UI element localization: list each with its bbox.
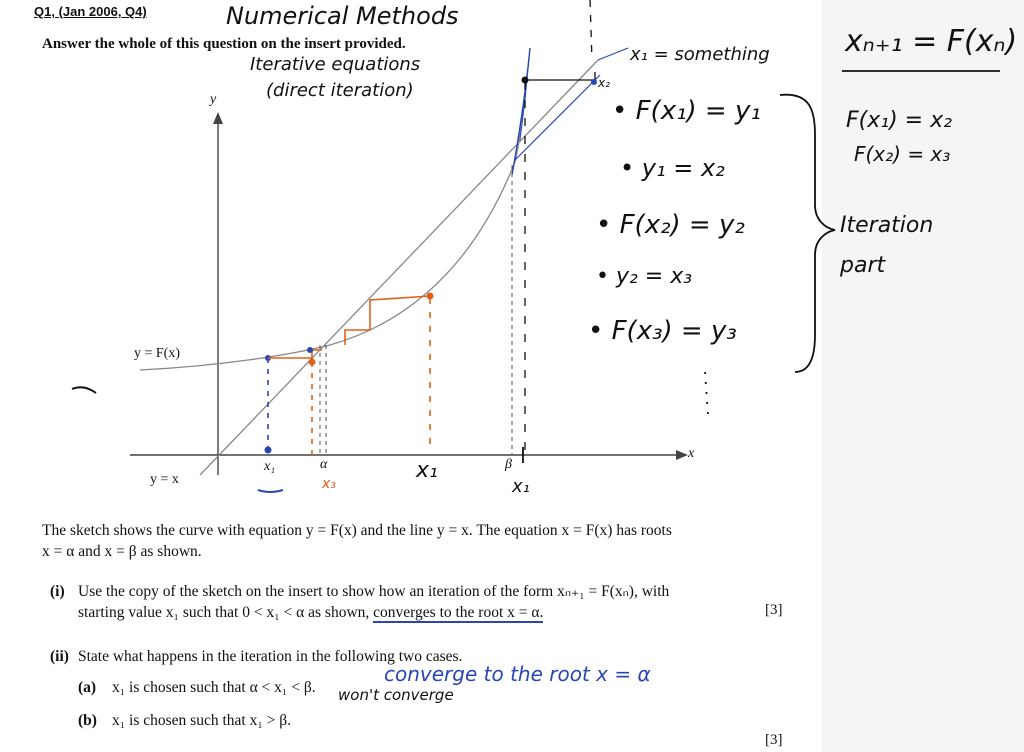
hand-below-x1-beta: x₁ xyxy=(512,476,530,497)
instruction: Answer the whole of this question on the insert provided. xyxy=(42,36,406,52)
y-axis-label: y xyxy=(210,92,217,107)
part-i-line1: Use the copy of the sketch on the insert to show how an iteration of the form xₙ₊₁ = F(xₙ), with xyxy=(78,583,670,600)
part-i-line2 xyxy=(78,602,778,623)
left-dash xyxy=(72,387,96,393)
part-b-number: (b) xyxy=(78,712,97,729)
answer-a: converge to the root x = α xyxy=(384,662,651,686)
x-axis-arrow xyxy=(676,450,688,460)
part-ii-number: (ii) xyxy=(50,648,69,665)
part-i-number: (i) xyxy=(50,583,65,600)
x-axis-label: x xyxy=(688,446,695,461)
orange-point-2 xyxy=(427,293,434,300)
side-note: Iteration part xyxy=(840,213,934,278)
hand-subtitle1: Iterative equations xyxy=(250,54,421,75)
paragraph-1-line2: x = α and x = β as shown. xyxy=(42,543,202,560)
x1-underline-tilde xyxy=(258,490,283,492)
part-ii-marks: [3] xyxy=(765,732,783,748)
curve-f-upper xyxy=(512,48,530,175)
paragraph-1-line1: The sketch shows the curve with equation y = F(x) and the line y = x. The equation x = F(x) has roots xyxy=(42,522,672,539)
part-a-number: (a) xyxy=(78,679,97,696)
part-i-line2-b: converges to the root x = α. xyxy=(373,604,544,621)
line-label: y = x xyxy=(150,472,179,487)
question-id: Q1, (Jan 2006, Q4) xyxy=(34,4,147,19)
blue-line-top xyxy=(598,48,628,60)
line-y-equals-x xyxy=(200,60,598,475)
top-point xyxy=(522,77,529,84)
step-1: • F(x₁) = y₁ xyxy=(612,96,761,126)
part-b-text: x₁ is chosen such that x₁ > β. xyxy=(112,712,291,729)
x1-point xyxy=(265,447,272,454)
paragraph-1 xyxy=(42,520,802,562)
answer-b: won't converge xyxy=(338,686,454,704)
part-i-line2-a: starting value x₁ such that 0 < x₁ < α as shown, xyxy=(78,604,374,621)
hand-below-x1: x₁ xyxy=(416,458,438,483)
hand-title: Numerical Methods xyxy=(226,2,459,30)
tick-alpha-label: α xyxy=(320,457,328,472)
step-3: • F(x₂) = y₂ xyxy=(596,210,745,240)
hand-subtitle2: (direct iteration) xyxy=(266,80,414,101)
step-4: • y₂ = x₃ xyxy=(596,264,693,289)
tick-x1-label: x₁ xyxy=(264,459,276,474)
top-right-dashed xyxy=(590,0,592,60)
step-2: • y₁ = x₂ xyxy=(620,154,725,182)
blue-line-overdraw xyxy=(515,75,600,160)
y-axis-arrow xyxy=(213,112,223,124)
orange-point-1 xyxy=(309,359,316,366)
tick-beta-label: β xyxy=(505,457,512,472)
side-eq2: F(x₂) = x₃ xyxy=(854,142,951,166)
blue-point-alpha xyxy=(307,347,313,353)
step-5: • F(x₃) = y₃ xyxy=(588,316,737,346)
hand-x1-something: x₁ = something xyxy=(630,44,770,65)
part-i-text xyxy=(78,581,778,623)
side-eq1: F(x₁) = x₂ xyxy=(846,108,952,133)
hand-near-alpha: x₃ xyxy=(322,476,336,492)
brace-right xyxy=(780,95,835,372)
hand-x2-label: x₂ xyxy=(598,76,610,90)
part-i-marks: [3] xyxy=(765,602,783,618)
part-ii-text: State what happens in the iteration in the following two cases. xyxy=(78,648,463,665)
curve-f xyxy=(140,102,524,370)
side-formula: xₙ₊₁ = F(xₙ) xyxy=(845,24,1018,59)
part-a-text: x₁ is chosen such that α < x₁ < β. xyxy=(112,679,316,696)
point-x2 xyxy=(591,79,597,85)
dotted-column xyxy=(705,372,708,415)
curve-label: y = F(x) xyxy=(134,346,181,361)
